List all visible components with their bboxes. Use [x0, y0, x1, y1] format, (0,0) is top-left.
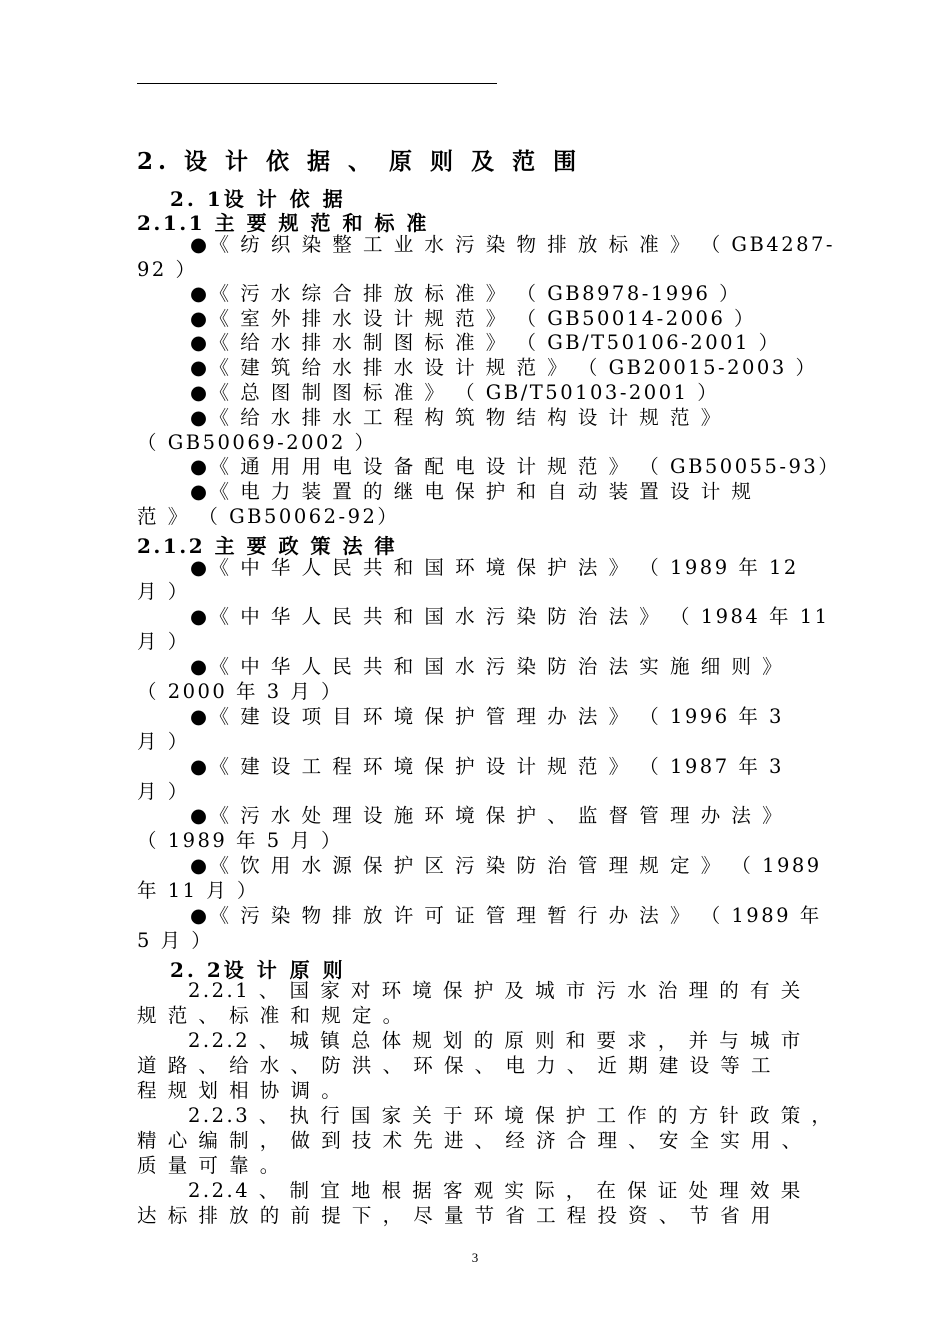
list-item-cont: 月 ） [137, 730, 190, 753]
list-item-cont: 范 》 （ GB50062-92） [137, 505, 400, 528]
list-item-cont: 年 11 月 ） [137, 879, 259, 902]
list-item: ●《 中 华 人 民 共 和 国 水 污 染 防 治 法 》 （ 1984 年 11 [190, 605, 830, 628]
paragraph-line: 2.2.4 、 制 宜 地 根 据 客 观 实 际 ， 在 保 证 处 理 效 果 [188, 1179, 803, 1202]
list-item-cont: 月 ） [137, 780, 190, 803]
paragraph-line: 2.2.2 、 城 镇 总 体 规 划 的 原 则 和 要 求 ， 并 与 城 市 [188, 1029, 803, 1052]
list-item: ●《 饮 用 水 源 保 护 区 污 染 防 治 管 理 规 定 》 （ 1989 [190, 854, 822, 877]
list-item-cont: （ 1989 年 5 月 ） [137, 829, 344, 852]
paragraph-line: 程 规 划 相 协 调 。 [137, 1079, 344, 1102]
subsection-title-2-1-2: 2.1.2 主 要 政 策 法 律 [137, 534, 397, 558]
list-item: ●《 纺 织 染 整 工 业 水 污 染 物 排 放 标 准 》 （ GB4287- [190, 233, 836, 256]
list-item-cont: 月 ） [137, 630, 190, 653]
section-heading: 2. 设 计 依 据 、 原 则 及 范 围 [137, 148, 582, 175]
list-item: ●《 室 外 排 水 设 计 规 范 》 （ GB50014-2006 ） [190, 307, 757, 330]
list-item: ●《 建 筑 给 水 排 水 设 计 规 范 》 （ GB20015-2003 ） [190, 356, 818, 379]
paragraph-line: 道 路 、 给 水 、 防 洪 、 环 保 、 电 力 、 近 期 建 设 等 工 [137, 1054, 773, 1077]
subsection-title-2-1: 2. 1设 计 依 据 [170, 187, 346, 211]
list-item-cont: （ 2000 年 3 月 ） [137, 680, 344, 703]
list-item-cont: 92 ） [137, 258, 198, 281]
list-item: ●《 中 华 人 民 共 和 国 水 污 染 防 治 法 实 施 细 则 》 [190, 655, 785, 678]
page-number: 3 [471, 1250, 479, 1265]
list-item: ●《 总 图 制 图 标 准 》 （ GB/T50103-2001 ） [190, 381, 720, 404]
subsection-title-2-2: 2. 2设 计 原 则 [170, 958, 346, 982]
paragraph-line: 达 标 排 放 的 前 提 下 ， 尽 量 节 省 工 程 投 资 、 节 省 用 [137, 1204, 773, 1227]
list-item: ●《 污 水 处 理 设 施 环 境 保 护 、 监 督 管 理 办 法 》 [190, 804, 785, 827]
paragraph-line: 质 量 可 靠 。 [137, 1154, 282, 1177]
list-item: ●《 污 水 综 合 排 放 标 准 》 （ GB8978-1996 ） [190, 282, 742, 305]
list-item: ●《 给 水 排 水 制 图 标 准 》 （ GB/T50106-2001 ） [190, 331, 781, 354]
list-item-cont: （ GB50069-2002 ） [137, 431, 377, 454]
list-item: ●《 通 用 用 电 设 备 配 电 设 计 规 范 》 （ GB50055-93） [190, 455, 841, 478]
list-item-cont: 5 月 ） [137, 929, 214, 952]
list-item-cont: 月 ） [137, 580, 190, 603]
list-item: ●《 电 力 装 置 的 继 电 保 护 和 自 动 装 置 设 计 规 [190, 480, 754, 503]
list-item: ●《 建 设 项 目 环 境 保 护 管 理 办 法 》 （ 1996 年 3 [190, 705, 784, 728]
paragraph-line: 精 心 编 制 ， 做 到 技 术 先 进 、 经 济 合 理 、 安 全 实 用 、 [137, 1129, 804, 1152]
header-rule [137, 83, 497, 84]
list-item: ●《 建 设 工 程 环 境 保 护 设 计 规 范 》 （ 1987 年 3 [190, 755, 784, 778]
list-item: ●《 污 染 物 排 放 许 可 证 管 理 暂 行 办 法 》 （ 1989 年 [190, 904, 822, 927]
paragraph-line: 2.2.1 、 国 家 对 环 境 保 护 及 城 市 污 水 治 理 的 有 关 [188, 979, 803, 1002]
paragraph-line: 规 范 、 标 准 和 规 定 。 [137, 1004, 405, 1027]
subsection-title-2-1-1: 2.1.1 主 要 规 范 和 标 准 [137, 211, 429, 235]
list-item: ●《 给 水 排 水 工 程 构 筑 物 结 构 设 计 规 范 》 [190, 406, 723, 429]
list-item: ●《 中 华 人 民 共 和 国 环 境 保 护 法 》 （ 1989 年 12 [190, 556, 799, 579]
paragraph-line: 2.2.3 、 执 行 国 家 关 于 环 境 保 护 工 作 的 方 针 政 策 ， [188, 1104, 834, 1127]
